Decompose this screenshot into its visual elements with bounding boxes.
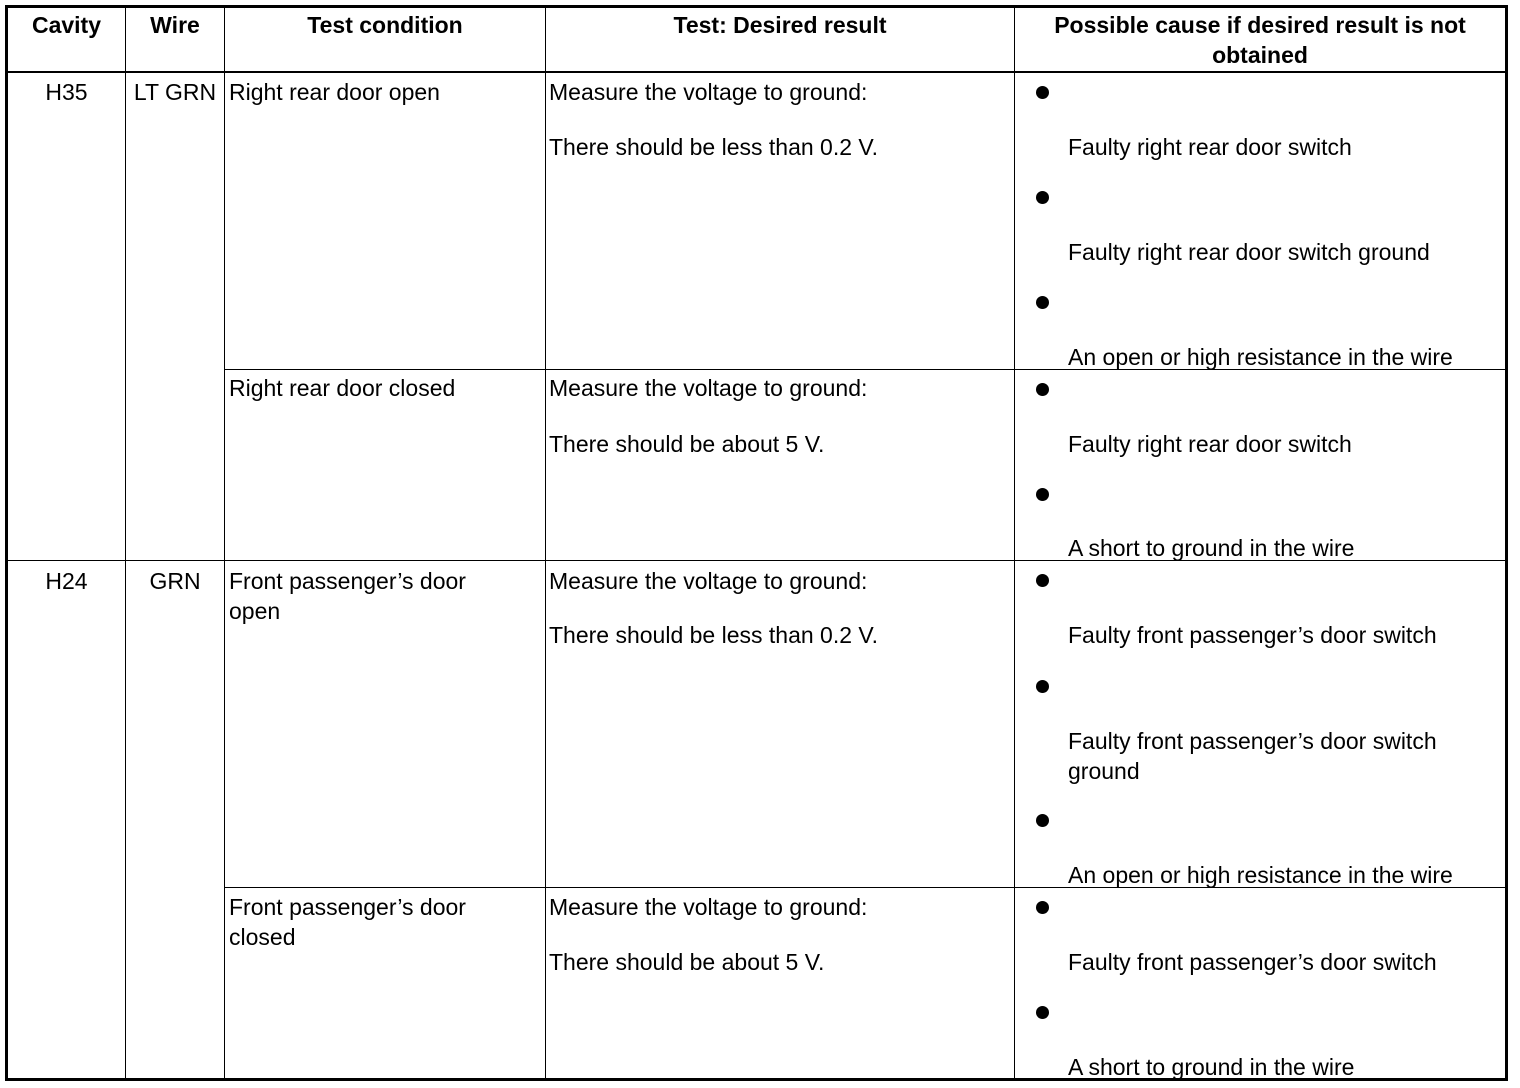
header-possible-cause: Possible cause if desired result is not obtained bbox=[1054, 12, 1473, 68]
header-cavity: Cavity bbox=[31, 12, 102, 38]
wire-grn: GRN bbox=[149, 568, 201, 594]
bullet-icon bbox=[1036, 191, 1049, 204]
cause-item: Faulty right rear door switch ground bbox=[1068, 239, 1430, 265]
table-border-left bbox=[5, 5, 8, 1081]
cause-item: Faulty front passenger’s door switch bbox=[1068, 622, 1437, 648]
measure-text: Measure the voltage to ground: bbox=[549, 894, 868, 920]
bullet-icon bbox=[1036, 814, 1049, 827]
col-divider-2 bbox=[224, 5, 225, 1081]
cause-item: Faulty right rear door switch bbox=[1068, 134, 1352, 160]
expected-text: There should be about 5 V. bbox=[549, 949, 825, 975]
expected-text: There should be less than 0.2 V. bbox=[549, 134, 879, 160]
bullet-icon bbox=[1036, 86, 1049, 99]
measure-text: Measure the voltage to ground: bbox=[549, 568, 868, 594]
col-divider-3 bbox=[545, 5, 546, 1081]
condition-right-rear-open: Right rear door open bbox=[229, 79, 440, 105]
expected-text: There should be about 5 V. bbox=[549, 431, 825, 457]
cause-item: Faulty right rear door switch bbox=[1068, 431, 1352, 457]
bullet-icon bbox=[1036, 680, 1049, 693]
condition-front-passenger-open: Front passenger’s door open bbox=[229, 568, 473, 624]
header-test-condition: Test condition bbox=[307, 12, 463, 38]
expected-text: There should be less than 0.2 V. bbox=[549, 622, 879, 648]
cause-item: An open or high resistance in the wire bbox=[1068, 344, 1453, 370]
cause-item: Faulty front passenger’s door switch ground bbox=[1068, 728, 1443, 784]
bullet-icon bbox=[1036, 383, 1049, 396]
bullet-icon bbox=[1036, 296, 1049, 309]
cavity-h35: H35 bbox=[45, 79, 88, 105]
measure-text: Measure the voltage to ground: bbox=[549, 79, 868, 105]
measure-text: Measure the voltage to ground: bbox=[549, 375, 868, 401]
bullet-icon bbox=[1036, 488, 1049, 501]
bullet-icon bbox=[1036, 901, 1049, 914]
bullet-icon bbox=[1036, 574, 1049, 587]
condition-right-rear-closed: Right rear door closed bbox=[229, 375, 456, 401]
col-divider-4 bbox=[1014, 5, 1015, 1081]
condition-front-passenger-closed: Front passenger’s door closed bbox=[229, 894, 473, 950]
wire-lt-grn: LT GRN bbox=[133, 79, 217, 105]
header-wire: Wire bbox=[150, 12, 200, 38]
header-desired-result: Test: Desired result bbox=[673, 12, 887, 38]
cause-item: A short to ground in the wire bbox=[1068, 1054, 1355, 1080]
cause-item: An open or high resistance in the wire bbox=[1068, 862, 1453, 888]
header-divider bbox=[5, 71, 1508, 73]
cause-item: Faulty front passenger’s door switch bbox=[1068, 949, 1437, 975]
cause-item: A short to ground in the wire bbox=[1068, 535, 1355, 561]
bullet-icon bbox=[1036, 1006, 1049, 1019]
cavity-h24: H24 bbox=[45, 568, 88, 594]
table-border-right bbox=[1505, 5, 1508, 1081]
col-divider-1 bbox=[125, 5, 126, 1081]
table-border-top bbox=[5, 5, 1508, 8]
